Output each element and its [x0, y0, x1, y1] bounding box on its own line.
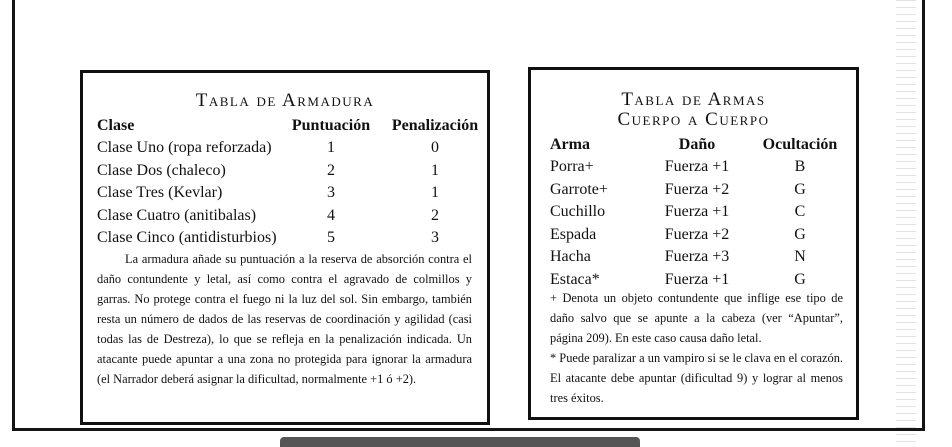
scan-artifact	[896, 0, 916, 444]
weapon-name: Cuchillo	[550, 203, 606, 220]
weapons-note-stake: * Puede paralizar a un vampiro si se le clava en el corazón. El atacante debe apuntar (dificultad 9) y lograr al menos tres éxitos.	[550, 351, 843, 405]
weapon-damage: Fuerza +1	[664, 271, 730, 288]
armor-row-class: Clase Tres (Kevlar)	[97, 184, 223, 201]
armor-row-rating: 4	[327, 207, 335, 224]
weapons-note-blunt: + Denota un objeto contundente que inflige ese tipo de daño salvo que se apunte a la cabeza (ver “Apuntar”, página 209). En este caso causa daño letal.	[550, 291, 843, 345]
weapon-concealment: G	[794, 226, 806, 243]
weapon-concealment: G	[794, 271, 806, 288]
weapon-concealment: B	[794, 158, 806, 175]
armor-row-class: Clase Cinco (antidisturbios)	[97, 229, 277, 246]
armor-row-class: Clase Dos (chaleco)	[97, 162, 226, 179]
weapon-damage: Fuerza +2	[664, 226, 730, 243]
weapon-damage: Fuerza +1	[664, 203, 730, 220]
armor-row-class: Clase Cuatro (anitibalas)	[97, 207, 257, 224]
weapon-concealment: N	[794, 248, 806, 265]
armor-header-class: Clase	[97, 117, 135, 134]
armor-row-rating: 3	[327, 184, 335, 201]
armor-row-penalty: 1	[431, 184, 439, 201]
armor-header-rating: Puntuación	[291, 117, 371, 134]
armor-header-penalty: Penalización	[391, 117, 479, 134]
weapon-name: Hacha	[550, 248, 591, 265]
armor-table-title: Tabla de Armadura	[195, 90, 375, 111]
armor-table-box	[80, 70, 490, 425]
weapon-damage: Fuerza +1	[664, 158, 730, 175]
weapon-name: Estaca*	[550, 271, 600, 288]
armor-row-rating: 2	[327, 162, 335, 179]
weapon-damage: Fuerza +2	[664, 181, 730, 198]
armor-row-rating: 5	[327, 229, 335, 246]
armor-table	[97, 115, 477, 251]
weapon-concealment: G	[794, 181, 806, 198]
weapons-header-concealment: Ocultación	[762, 136, 838, 153]
weapons-header-damage: Daño	[678, 136, 716, 153]
weapons-title-line1: Tabla de Armas	[621, 89, 766, 110]
armor-row-penalty: 3	[431, 229, 439, 246]
armor-row-penalty: 0	[431, 139, 439, 156]
armor-row-penalty: 2	[431, 207, 439, 224]
weapon-damage: Fuerza +3	[664, 248, 730, 265]
armor-row-rating: 1	[327, 139, 335, 156]
weapon-concealment: C	[794, 203, 806, 220]
weapons-table	[550, 134, 845, 288]
weapon-name: Porra+	[550, 158, 594, 175]
bottom-tab-artifact	[280, 437, 640, 447]
armor-row-penalty: 1	[431, 162, 439, 179]
weapons-header-weapon: Arma	[550, 136, 590, 153]
melee-weapons-table-box	[528, 67, 859, 420]
armor-description: La armadura añade su puntuación a la reserva de absorción contra el daño contundente y letal, así como contra el agravado de colmillos y garras. No protege contra el fuego ni la luz del sol. Sin embargo, también resta un número de dados de las reservas de coordinación y agilidad (casi todas las de Destreza), lo que se refleja en la penalización indicada. Un atacante puede apuntar a una zona no protegida para ignorar la armadura (el Narrador deberá asignar la dificultad, normalmente +1 ó +2).	[97, 252, 472, 386]
weapon-name: Garrote+	[550, 181, 608, 198]
weapons-title-line2: Cuerpo a Cuerpo	[617, 109, 770, 130]
armor-row-class: Clase Uno (ropa reforzada)	[97, 139, 272, 156]
weapon-name: Espada	[550, 226, 597, 243]
